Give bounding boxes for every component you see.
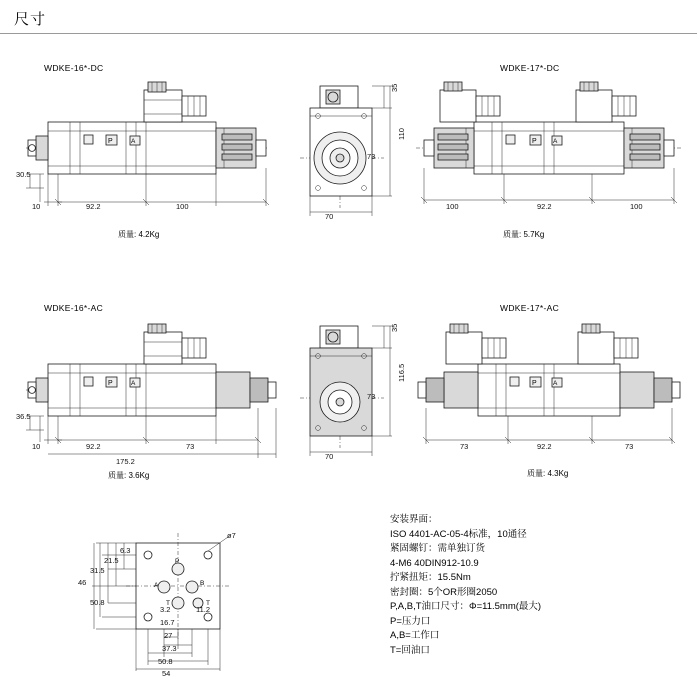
- mounting-dim-h-1: 11.2: [196, 605, 211, 614]
- mounting-dim-v-2: 31.5: [90, 566, 105, 575]
- dim-wdke-17-ac-front-mid: 116.5: [397, 363, 406, 382]
- svg-text:A: A: [131, 380, 136, 387]
- mounting-dim-v-3: 46: [78, 578, 87, 587]
- drawing-wdke-17-dc-front: [292, 78, 402, 228]
- dim-wdke-17-dc-front-top: 35: [390, 83, 399, 92]
- dim-wdke-17-ac-side-mid: 92.2: [537, 442, 552, 451]
- note-line-0: 安装界面：: [390, 514, 438, 525]
- note-line-6: P,A,B,T油口尺寸：Φ=11.5mm(最大): [390, 601, 542, 612]
- dim-wdke-16-ac-right: 73: [186, 442, 195, 451]
- drawing-wdke-17-ac-front: [292, 318, 402, 468]
- dim-wdke-17-dc-front-side: 73: [367, 152, 376, 161]
- svg-text:T: T: [166, 600, 170, 607]
- note-line-7: P=压力口: [390, 615, 431, 627]
- dim-wdke-17-dc-side-right: 100: [630, 202, 643, 211]
- notes-block: [390, 513, 541, 658]
- dim-wdke-17-dc-front-mid: 110: [397, 128, 406, 140]
- weight-wdke-17-ac: 质量: 4.3Kg: [527, 469, 569, 478]
- mounting-dim-h-6: 54: [162, 669, 171, 678]
- svg-text:P: P: [532, 138, 537, 145]
- dim-wdke-17-ac-front-top: 35: [390, 323, 399, 332]
- note-line-1: ISO 4401-AC-05-4标准，10通径: [390, 528, 527, 540]
- title-divider: [0, 33, 697, 34]
- mounting-dim-v-1: 21.5: [104, 556, 119, 565]
- note-line-5: 密封圈：5个OR形圈2050: [390, 586, 498, 598]
- note-line-8: A,B=工作口: [390, 630, 440, 641]
- dim-wdke-17-ac-front-side: 73: [367, 392, 376, 401]
- svg-text:P: P: [175, 558, 180, 565]
- note-line-2: 紧固螺钉：需单独订货: [390, 543, 486, 554]
- dim-wdke-17-dc-side-mid: 92.2: [537, 202, 552, 211]
- svg-text:P: P: [108, 138, 113, 145]
- mounting-dim-v-0: 6.3: [120, 546, 131, 555]
- dim-wdke-16-dc-small-left: 10: [32, 202, 41, 211]
- dim-wdke-16-ac-height: 36.5: [16, 412, 31, 421]
- note-line-4: 拧紧扭矩：15.5Nm: [390, 572, 471, 583]
- svg-text:P: P: [108, 380, 113, 387]
- note-line-3: 4-M6 40DIN912-10.9: [390, 557, 479, 569]
- svg-text:T: T: [206, 600, 210, 607]
- drawing-wdke-16-ac: [18, 318, 308, 468]
- mounting-hole-note: ø7: [227, 531, 236, 540]
- drawing-mounting-face: [78, 525, 308, 675]
- dim-wdke-16-dc-right: 100: [176, 202, 189, 211]
- note-line-9: T=回油口: [390, 644, 430, 656]
- weight-wdke-17-dc: 质量: 5.7Kg: [503, 230, 545, 239]
- svg-text:A: A: [553, 380, 558, 387]
- figure-title-wdke-17-dc: WDKE-17*-DC: [500, 63, 560, 73]
- weight-wdke-16-ac: 质量: 3.6Kg: [108, 471, 150, 480]
- svg-text:A: A: [154, 582, 159, 589]
- mounting-dim-h-4: 37.3: [162, 644, 177, 653]
- dim-wdke-16-ac-small-left: 10: [32, 442, 41, 451]
- svg-text:P: P: [532, 380, 537, 387]
- dim-wdke-17-ac-side-right: 73: [625, 442, 634, 451]
- svg-text:A: A: [131, 138, 136, 145]
- figure-title-wdke-16-ac: WDKE-16*-AC: [44, 303, 104, 313]
- dim-wdke-16-dc-height: 30.5: [16, 170, 31, 179]
- dim-wdke-16-ac-mid: 92.2: [86, 442, 101, 451]
- svg-text:B: B: [200, 580, 205, 587]
- dim-wdke-16-ac-total: 175.2: [116, 457, 135, 466]
- figure-title-wdke-17-ac: WDKE-17*-AC: [500, 303, 560, 313]
- mounting-dim-v-4: 50.8: [90, 598, 105, 607]
- drawing-wdke-16-dc: [18, 78, 308, 228]
- dim-wdke-17-ac-side-left: 73: [460, 442, 469, 451]
- dim-wdke-16-dc-mid: 92.2: [86, 202, 101, 211]
- weight-wdke-16-dc: 质量: 4.2Kg: [118, 230, 160, 239]
- mounting-dim-h-2: 16.7: [160, 618, 175, 627]
- page-title: 尺寸: [14, 11, 47, 28]
- mounting-dim-h-0: 3.2: [160, 605, 171, 614]
- dim-wdke-17-dc-side-left: 100: [446, 202, 459, 211]
- dim-wdke-17-dc-front-width: 70: [325, 212, 334, 221]
- mounting-dim-h-3: 27: [164, 631, 173, 640]
- dim-wdke-17-ac-front-width: 70: [325, 452, 334, 461]
- figure-title-wdke-16-dc: WDKE-16*-DC: [44, 63, 104, 73]
- svg-text:A: A: [553, 138, 558, 145]
- mounting-dim-h-5: 50.8: [158, 657, 173, 666]
